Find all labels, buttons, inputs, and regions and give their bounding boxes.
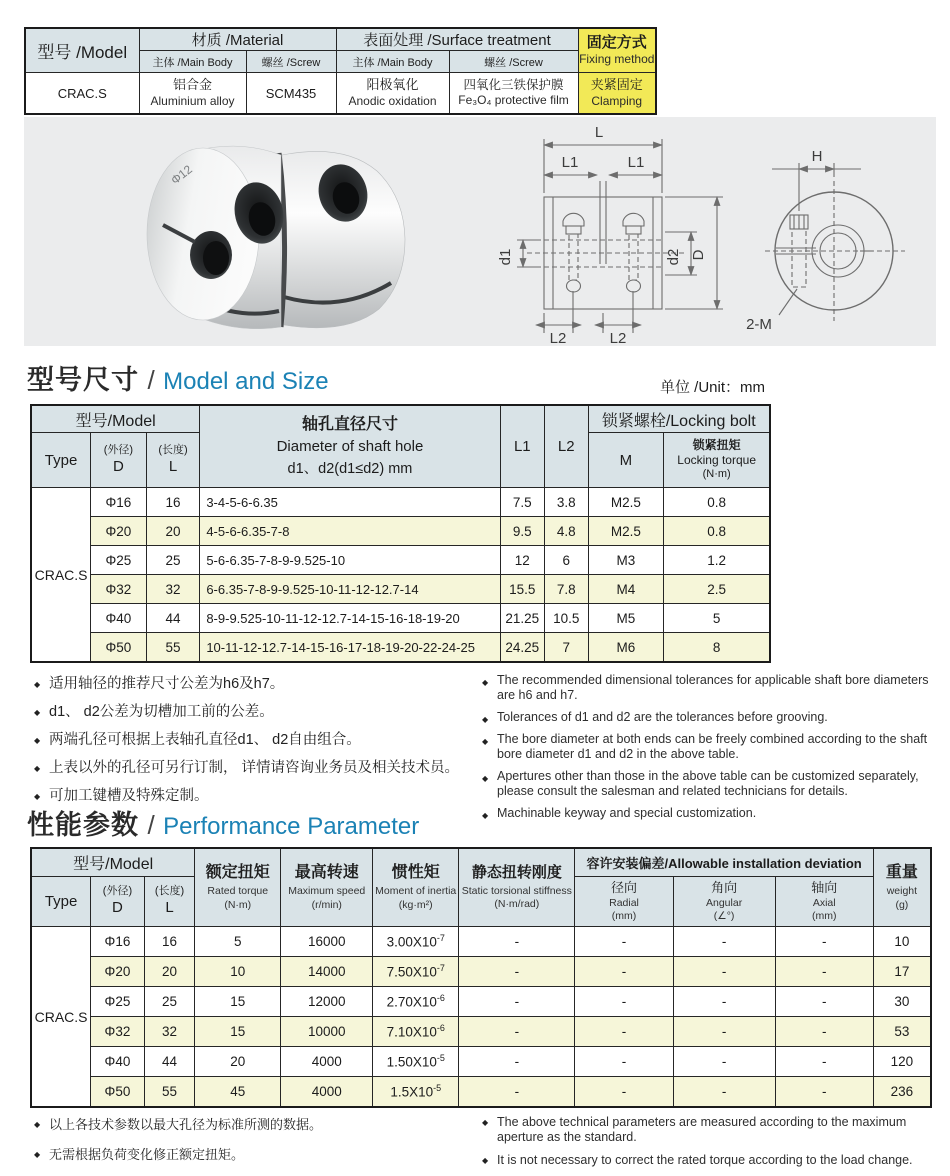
- coupling-photo: [119, 127, 439, 339]
- pf-stiffness-unit: (N·m/rad): [494, 897, 540, 910]
- table-row: [31, 1017, 931, 1047]
- model-size-table: [30, 404, 771, 663]
- table-cell: 3-4-5-6-6.35: [200, 488, 500, 517]
- table-cell: -: [775, 1047, 873, 1077]
- table-cell: 44: [144, 1047, 195, 1077]
- model-size-heading: [27, 358, 329, 397]
- ms-torque-header: [664, 433, 770, 488]
- dim-L1-label-right: L1: [627, 154, 645, 171]
- dim-L2-label-right: L2: [609, 330, 627, 345]
- table-cell: Φ32: [91, 1017, 145, 1047]
- table-cell: Φ40: [91, 1047, 145, 1077]
- spec-fixing-header-zh: 固定方式: [586, 33, 647, 51]
- table-cell: 0.8: [664, 488, 770, 517]
- table-cell: 30: [873, 987, 931, 1017]
- table-cell: -: [775, 957, 873, 987]
- table-cell: Φ25: [91, 546, 147, 575]
- fixing-en: Clamping: [591, 93, 643, 108]
- table-cell: -: [459, 957, 575, 987]
- pf-axial-en: Axial: [812, 896, 836, 909]
- table-cell: 12000: [281, 987, 373, 1017]
- table-cell: 55: [146, 633, 200, 663]
- table-cell: -: [673, 1077, 775, 1108]
- table-cell: Φ50: [91, 1077, 145, 1108]
- table-cell: 8: [664, 633, 770, 663]
- table-cell: 10.5: [545, 604, 588, 633]
- inertia-exp: -5: [436, 1053, 445, 1064]
- table-cell: -: [673, 957, 775, 987]
- ms-shaft-zh: 轴孔直径尺寸: [301, 416, 398, 434]
- spec-surface-screw-sub: 螺丝 /Screw: [449, 51, 578, 73]
- ms-l2-header: L2: [545, 405, 588, 488]
- pf-stiffness-zh: 静态扭转刚度: [471, 864, 562, 881]
- table-row: [31, 957, 931, 987]
- dim-L2-label-left: L2: [549, 330, 567, 345]
- spec-surface-header: 表面处理 /Surface treatment: [336, 28, 578, 51]
- pf-d: D: [112, 899, 123, 916]
- table-cell: Φ25: [91, 987, 145, 1017]
- table-cell: 20: [144, 957, 195, 987]
- table-cell: M3: [588, 546, 664, 575]
- table-cell: 10: [195, 957, 281, 987]
- performance-title-divider: /: [147, 810, 155, 840]
- note-item: ◆ Apertures other than those in the above table can be customized separately, please consult the salesman and related technicians for details.: [482, 769, 932, 799]
- table-cell: -: [775, 1017, 873, 1047]
- material-main-zh: 铝合金: [172, 77, 212, 93]
- pf-d-header: [91, 877, 145, 927]
- table-cell: -: [575, 1077, 673, 1108]
- pf-stiffness-en: Static torsional stiffness: [461, 884, 572, 897]
- table-cell: -: [575, 1047, 673, 1077]
- pf-torque-header: [195, 848, 281, 927]
- pf-weight-en: weight: [886, 885, 918, 898]
- table-row: [31, 927, 931, 957]
- note-item: ◆ 两端孔径可根据上表轴孔直径d1、 d2自由组合。: [34, 726, 482, 754]
- spec-material-screw-value: SCM435: [246, 73, 336, 115]
- dimension-drawing-front: [497, 124, 723, 345]
- pf-inertia-en: Moment of inertia: [375, 885, 457, 898]
- pf-axial-header: [775, 877, 873, 927]
- dim-d1-label: d1: [497, 248, 514, 266]
- table-row: [31, 517, 770, 546]
- note-item: ◆ The recommended dimensional tolerances for applicable shaft bore diameters are h6 and h7.: [482, 673, 932, 703]
- table-cell: M6: [588, 633, 664, 663]
- inertia-base: 2.70X10: [386, 994, 437, 1010]
- dim-L1-label-left: L1: [561, 154, 579, 171]
- table-cell: 236: [873, 1077, 931, 1108]
- pf-angular-unit: (∠°): [713, 909, 735, 922]
- table-cell: -: [459, 927, 575, 957]
- pf-speed-zh: 最高转速: [294, 864, 359, 882]
- ms-shaft-hole-header: [200, 405, 500, 488]
- table-cell: -: [459, 987, 575, 1017]
- table-row: [31, 633, 770, 663]
- table-cell: 15: [195, 987, 281, 1017]
- table-cell: [373, 957, 459, 987]
- spec-material-main-value: [139, 73, 246, 115]
- pf-speed-en: Maximum speed: [288, 885, 366, 898]
- ms-l: L: [168, 457, 178, 475]
- table-cell: -: [673, 987, 775, 1017]
- table-cell: -: [575, 987, 673, 1017]
- table-row: [31, 575, 770, 604]
- table-cell: 0.8: [664, 517, 770, 546]
- spec-model-value: CRAC.S: [25, 73, 139, 115]
- ms-type-value: CRAC.S: [31, 488, 91, 663]
- ms-torque-unit: (N·m): [702, 468, 731, 481]
- table-cell: 16: [144, 927, 195, 957]
- table-cell: [373, 987, 459, 1017]
- table-cell: [373, 927, 459, 957]
- inertia-exp: -6: [436, 993, 445, 1004]
- table-cell: 16: [146, 488, 200, 517]
- table-cell: 12: [500, 546, 544, 575]
- pf-angular-header: [673, 877, 775, 927]
- table-row: [31, 488, 770, 517]
- pf-radial-zh: 径向: [611, 880, 638, 896]
- table-cell: 55: [144, 1077, 195, 1108]
- table-cell: 45: [195, 1077, 281, 1108]
- table-cell: M2.5: [588, 488, 664, 517]
- table-cell: 25: [146, 546, 200, 575]
- pf-weight-header: [873, 848, 931, 927]
- pf-radial-unit: (mm): [611, 909, 637, 922]
- table-row: [31, 546, 770, 575]
- note-item: ◆ Tolerances of d1 and d2 are the tolerances before grooving.: [482, 710, 932, 725]
- table-cell: 4000: [281, 1047, 373, 1077]
- pf-l-note: (长度): [154, 885, 185, 898]
- dim-d2-label: d2: [665, 248, 682, 266]
- spec-row: [25, 73, 656, 115]
- model-size-title-divider: /: [147, 365, 155, 395]
- inertia-exp: -7: [436, 963, 445, 974]
- table-cell: Φ16: [91, 488, 147, 517]
- pf-model-group-header: 型号/Model: [31, 848, 195, 877]
- note-item: ◆ 无需根据负荷变化修正额定扭矩。: [34, 1140, 482, 1170]
- table-cell: 6: [545, 546, 588, 575]
- dimension-drawing-side: [746, 148, 905, 333]
- spec-material-screw-sub: 螺丝 /Screw: [246, 51, 336, 73]
- model-size-title-zh: 型号尺寸: [27, 365, 139, 395]
- pf-speed-unit: (r/min): [311, 898, 342, 911]
- dim-2M-label: 2-M: [746, 316, 772, 333]
- pf-deviation-group-header: 容许安装偏差/Allowable installation deviation: [575, 848, 873, 877]
- table-cell: 15.5: [500, 575, 544, 604]
- table-cell: 6-6.35-7-8-9-9.525-10-11-12-12.7-14: [200, 575, 500, 604]
- table-cell: -: [775, 1077, 873, 1108]
- ms-shaft-range: d1、d2(d1≤d2) mm: [287, 460, 413, 477]
- spec-material-header: 材质 /Material: [139, 28, 336, 51]
- dim-L-label: L: [594, 124, 604, 141]
- table-cell: 5: [664, 604, 770, 633]
- table-cell: Φ32: [91, 575, 147, 604]
- photo-bore-label: Φ12: [168, 162, 195, 188]
- ms-locking-group-header: 锁紧螺栓/Locking bolt: [588, 405, 770, 433]
- pf-torque-zh: 额定扭矩: [205, 864, 270, 882]
- pf-radial-header: [575, 877, 673, 927]
- note-item: ◆ d1、 d2公差为切槽加工前的公差。: [34, 698, 482, 726]
- note-item: ◆ Machinable keyway and special customization.: [482, 806, 932, 821]
- inertia-exp: -6: [436, 1023, 445, 1034]
- ms-shaft-en: Diameter of shaft hole: [276, 438, 424, 456]
- table-cell: 14000: [281, 957, 373, 987]
- table-cell: 53: [873, 1017, 931, 1047]
- spec-fixing-header-en: Fixing method: [579, 52, 655, 67]
- inertia-base: 7.10X10: [386, 1024, 437, 1040]
- spec-surface-main-sub: 主体 /Main Body: [336, 51, 449, 73]
- pf-d-note: (外径): [102, 885, 133, 898]
- pf-torque-en: Rated torque: [207, 885, 269, 898]
- unit-label: 单位 /Unit：mm: [659, 379, 765, 396]
- table-cell: 10: [873, 927, 931, 957]
- ms-d-header: [91, 433, 147, 488]
- pf-speed-header: [281, 848, 373, 927]
- table-cell: -: [775, 987, 873, 1017]
- performance-notes-zh: [34, 1110, 482, 1176]
- model-size-notes-en: [482, 670, 932, 828]
- table-cell: 10000: [281, 1017, 373, 1047]
- note-item: ◆ 上表以外的孔径可另行订制， 详情请咨询业务员及相关技术员。: [34, 754, 482, 782]
- table-cell: 32: [144, 1017, 195, 1047]
- performance-notes: [34, 1110, 932, 1176]
- surface-screw-en: Fe₃O₄ protective film: [458, 93, 569, 108]
- table-cell: Φ20: [91, 957, 145, 987]
- table-cell: Φ50: [91, 633, 147, 663]
- performance-table: [30, 847, 932, 1108]
- table-cell: 4.8: [545, 517, 588, 546]
- table-cell: [373, 1077, 459, 1108]
- table-cell: -: [459, 1077, 575, 1108]
- pf-inertia-zh: 惯性矩: [391, 864, 440, 882]
- pf-l-header: [144, 877, 195, 927]
- table-cell: -: [575, 957, 673, 987]
- surface-screw-zh: 四氧化三铁保护膜: [463, 77, 564, 92]
- table-cell: 24.25: [500, 633, 544, 663]
- inertia-base: 1.5X10: [390, 1084, 434, 1100]
- inertia-base: 7.50X10: [386, 964, 437, 980]
- inertia-base: 1.50X10: [386, 1054, 437, 1070]
- note-item: ◆ 适用轴径的推荐尺寸公差为h6及h7。: [34, 670, 482, 698]
- pf-angular-zh: 角向: [711, 880, 738, 896]
- ms-torque-en: Locking torque: [677, 453, 757, 468]
- performance-heading: [27, 803, 419, 842]
- table-cell: [373, 1017, 459, 1047]
- inertia-exp: -5: [433, 1083, 442, 1094]
- table-cell: 2.5: [664, 575, 770, 604]
- fixing-zh: 夹紧固定: [590, 77, 643, 93]
- table-cell: -: [575, 1017, 673, 1047]
- table-cell: 120: [873, 1047, 931, 1077]
- spec-fixing-value: [578, 73, 656, 115]
- ms-m-header: M: [588, 433, 664, 488]
- spec-table: [24, 27, 657, 115]
- note-item: ◆ The above technical parameters are measured according to the maximum aperture as the standard.: [482, 1115, 932, 1145]
- table-cell: 7.8: [545, 575, 588, 604]
- performance-title-zh: 性能参数: [27, 810, 139, 840]
- pf-radial-en: Radial: [609, 896, 639, 909]
- pf-stiffness-header: [459, 848, 575, 927]
- spec-surface-screw-value: [449, 73, 578, 115]
- table-cell: 5: [195, 927, 281, 957]
- pf-weight-zh: 重量: [885, 864, 918, 882]
- ms-d-note: (外径): [103, 443, 134, 456]
- pf-torque-unit: (N·m): [224, 898, 252, 911]
- table-row: [31, 1077, 931, 1108]
- material-main-en: Aluminium alloy: [150, 93, 235, 108]
- table-cell: -: [775, 927, 873, 957]
- pf-axial-zh: 轴向: [811, 880, 838, 896]
- table-cell: 10-11-12-12.7-14-15-16-17-18-19-20-22-24-25: [200, 633, 500, 663]
- dim-H-label: H: [811, 148, 823, 165]
- table-cell: M2.5: [588, 517, 664, 546]
- note-item: ◆ 可加工键槽及特殊定制。: [34, 782, 482, 810]
- table-cell: 25: [144, 987, 195, 1017]
- pf-inertia-unit: (kg·m²): [398, 898, 433, 911]
- table-cell: 15: [195, 1017, 281, 1047]
- table-cell: 20: [195, 1047, 281, 1077]
- table-cell: -: [575, 927, 673, 957]
- ms-model-group-header: 型号/Model: [31, 405, 200, 433]
- table-row: [31, 604, 770, 633]
- ms-torque-zh: 锁紧扭矩: [692, 438, 741, 453]
- ms-d: D: [113, 457, 124, 475]
- table-cell: -: [673, 1047, 775, 1077]
- table-cell: -: [459, 1047, 575, 1077]
- table-cell: 44: [146, 604, 200, 633]
- table-cell: M5: [588, 604, 664, 633]
- ms-type-header: Type: [31, 433, 91, 488]
- table-row: [31, 987, 931, 1017]
- product-image-panel: [24, 117, 936, 346]
- surface-main-en: Anodic oxidation: [348, 93, 437, 108]
- surface-main-zh: 阳极氧化: [366, 77, 419, 93]
- ms-l1-header: L1: [500, 405, 544, 488]
- table-cell: -: [459, 1017, 575, 1047]
- inertia-base: 3.00X10: [386, 934, 437, 950]
- table-cell: [373, 1047, 459, 1077]
- note-item: ◆ 以上各技术参数以最大孔径为标准所测的数据。: [34, 1110, 482, 1140]
- pf-l: L: [165, 899, 174, 916]
- pf-axial-unit: (mm): [811, 909, 837, 922]
- spec-material-main-sub: 主体 /Main Body: [139, 51, 246, 73]
- table-cell: 1.2: [664, 546, 770, 575]
- table-cell: 20: [146, 517, 200, 546]
- spec-surface-main-value: [336, 73, 449, 115]
- table-cell: 32: [146, 575, 200, 604]
- table-cell: Φ40: [91, 604, 147, 633]
- pf-weight-unit: (g): [895, 898, 909, 911]
- note-item: ◆ It is not necessary to correct the rated torque according to the load change.: [482, 1153, 932, 1168]
- pf-type-value: CRAC.S: [31, 927, 91, 1108]
- table-cell: -: [673, 927, 775, 957]
- ms-l-header: [146, 433, 200, 488]
- table-cell: M4: [588, 575, 664, 604]
- model-size-title-en: Model and Size: [163, 368, 329, 395]
- table-cell: 9.5: [500, 517, 544, 546]
- ms-l-note: (长度): [158, 443, 188, 456]
- spec-fixing-header: [578, 28, 656, 73]
- table-cell: 7: [545, 633, 588, 663]
- pf-angular-en: Angular: [706, 896, 743, 909]
- table-cell: 4-5-6-6.35-7-8: [200, 517, 500, 546]
- spec-model-header: 型号 /Model: [25, 28, 139, 73]
- pf-inertia-header: [373, 848, 459, 927]
- table-cell: 16000: [281, 927, 373, 957]
- table-cell: 5-6-6.35-7-8-9-9.525-10: [200, 546, 500, 575]
- pf-type-header: Type: [31, 877, 91, 927]
- table-row: [31, 1047, 931, 1077]
- table-cell: 17: [873, 957, 931, 987]
- performance-notes-en: [482, 1110, 932, 1176]
- performance-title-en: Performance Parameter: [163, 813, 420, 840]
- table-cell: Φ16: [91, 927, 145, 957]
- dim-D-label: D: [690, 249, 707, 261]
- note-item: ◆ The bore diameter at both ends can be freely combined according to the shaft bore diameter d1 and d2 in the above table.: [482, 732, 932, 762]
- table-cell: 3.8: [545, 488, 588, 517]
- inertia-exp: -7: [436, 933, 445, 944]
- table-cell: 7.5: [500, 488, 544, 517]
- table-cell: 8-9-9.525-10-11-12-12.7-14-15-16-18-19-20: [200, 604, 500, 633]
- dimension-drawing: [489, 119, 936, 345]
- table-cell: 21.25: [500, 604, 544, 633]
- table-cell: 4000: [281, 1077, 373, 1108]
- table-cell: -: [673, 1017, 775, 1047]
- table-cell: Φ20: [91, 517, 147, 546]
